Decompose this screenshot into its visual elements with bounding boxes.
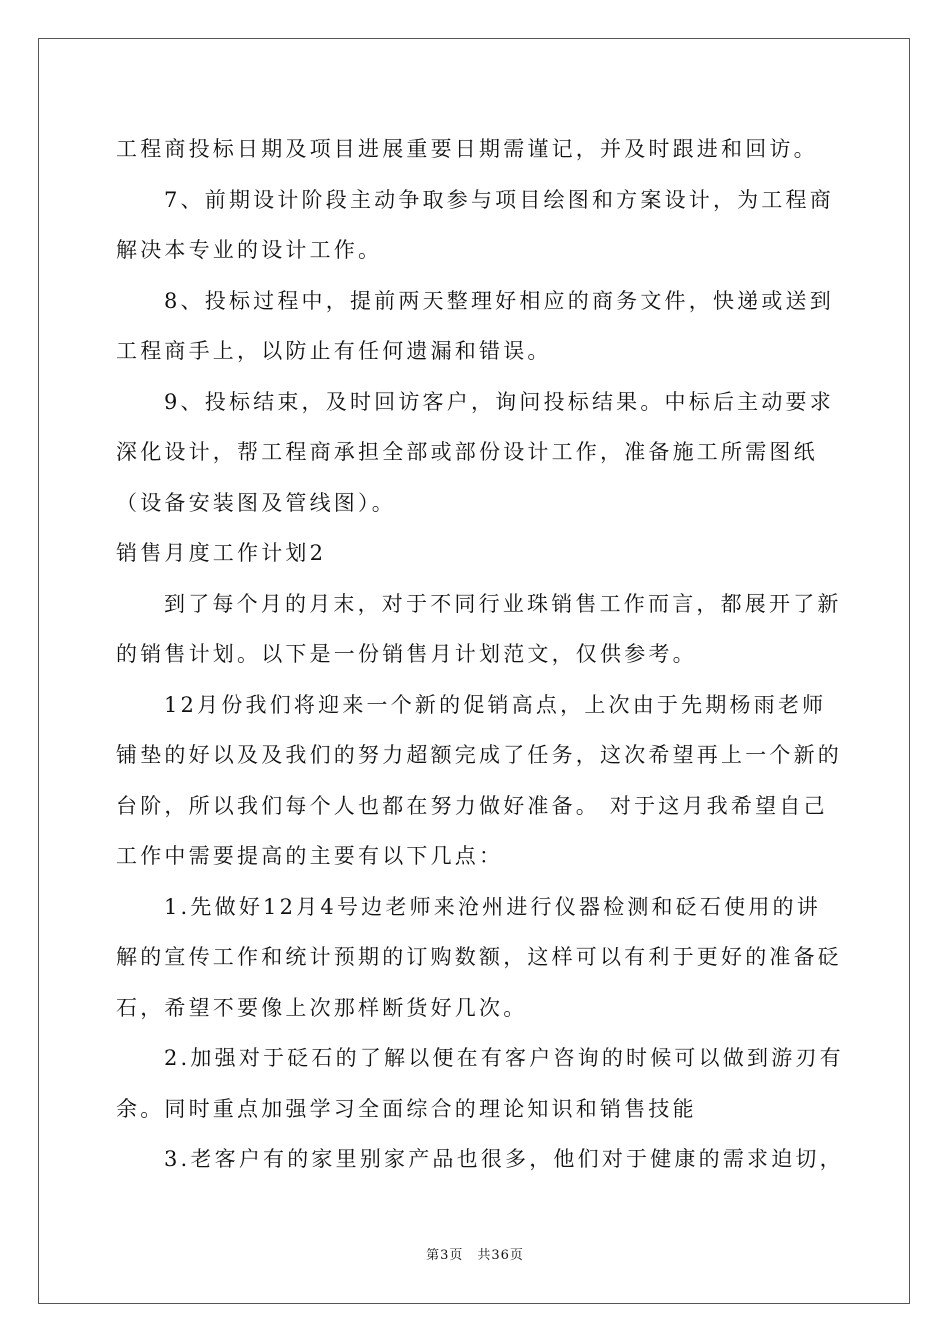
page-number-footer: 第3页 共36页 <box>426 1248 524 1263</box>
document-body <box>116 124 844 1185</box>
text-line: 12月份我们将迎来一个新的促销高点，上次由于先期杨雨老师 <box>164 692 827 717</box>
text-line: 台阶，所以我们每个人也都在努力做好准备。 对于这月我希望自己 <box>116 793 828 818</box>
text-line: 工程商手上，以防止有任何遗漏和错误。 <box>116 339 552 363</box>
text-line: 工作中需要提高的主要有以下几点： <box>116 844 504 868</box>
text-line: 余。同时重点加强学习全面综合的理论知识和销售技能 <box>116 1096 697 1121</box>
text-line: 解决本专业的设计工作。 <box>116 238 383 262</box>
text-line: 3.老客户有的家里别家产品也很多，他们对于健康的需求迫切， <box>164 1147 844 1171</box>
text-line: 的销售计划。以下是一份销售月计划范文，仅供参考。 <box>116 642 697 666</box>
text-line: 9、投标结束，及时回访客户，询问投标结果。中标后主动要求 <box>164 389 834 414</box>
text-line: 铺垫的好以及及我们的努力超额完成了任务，这次希望再上一个新的 <box>116 743 842 767</box>
text-line: 7、前期设计阶段主动争取参与项目绘图和方案设计，为工程商 <box>164 187 834 212</box>
section-heading: 销售月度工作计划2 <box>116 541 327 565</box>
text-line: 8、投标过程中，提前两天整理好相应的商务文件，快递或送到 <box>164 288 834 313</box>
text-line: 深化设计，帮工程商承担全部或部份设计工作，准备施工所需图纸 <box>116 440 818 464</box>
text-line: 1.先做好12月4号边老师来沧州进行仪器检测和砭石使用的讲 <box>164 894 821 919</box>
text-line: 石，希望不要像上次那样断货好几次。 <box>116 995 528 1020</box>
text-line: 2.加强对于砭石的了解以便在有客户咨询的时候可以做到游刃有 <box>164 1046 844 1070</box>
text-line: 解的宣传工作和统计预期的订购数额，这样可以有利于更好的准备砭 <box>116 945 842 969</box>
text-line: 工程商投标日期及项目进展重要日期需谨记，并及时跟进和回访。 <box>116 137 818 161</box>
text-line: （设备安装图及管线图）。 <box>116 490 396 515</box>
text-line: 到了每个月的月末，对于不同行业珠销售工作而言，都展开了新 <box>164 591 842 616</box>
